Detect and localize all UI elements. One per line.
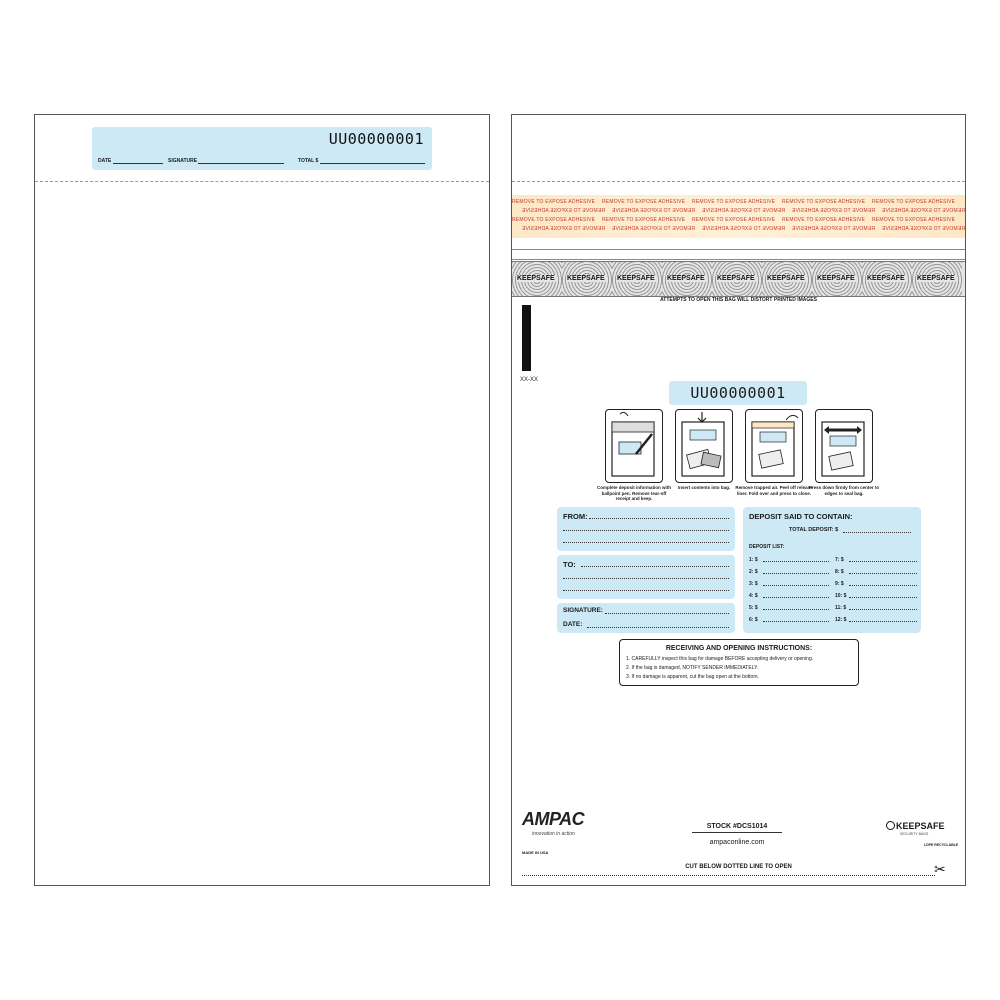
to-line-3[interactable] <box>563 589 729 591</box>
perforation-line <box>512 181 965 182</box>
signature-line[interactable] <box>605 612 729 614</box>
signature-label: SIGNATURE: <box>563 607 603 614</box>
adhesive-text: REMOVE TO EXPOSE ADHESIVE <box>872 199 956 205</box>
recycle-label: LDPE RECYCLABLE <box>924 843 959 847</box>
receipt-total-label: TOTAL $ <box>298 158 319 164</box>
adhesive-text: REMOVE TO EXPOSE ADHESIVE <box>521 208 605 214</box>
deposit-item-line[interactable] <box>849 620 917 622</box>
insert-contents-icon <box>676 410 732 482</box>
peel-liner-icon <box>746 410 802 482</box>
keepsafe-logo <box>886 821 945 831</box>
keepsafe-band-label: KEEPSAFE <box>567 275 605 282</box>
keepsafe-band-label: KEEPSAFE <box>717 275 755 282</box>
adhesive-text: REMOVE TO EXPOSE ADHESIVE <box>611 208 695 214</box>
step-1-illustration <box>605 409 663 483</box>
step-2-illustration <box>675 409 733 483</box>
keepsafe-band-label: KEEPSAFE <box>867 275 905 282</box>
ampac-logo: AMPAC <box>522 809 585 829</box>
to-label: TO: <box>563 560 576 569</box>
adhesive-release-liner <box>512 195 965 238</box>
step-1-caption: Complete deposit information with ballpoint pen. Remove tear-off receipt and keep. <box>597 485 671 501</box>
deposit-item-label: 12: $ <box>835 617 847 623</box>
adhesive-text: REMOVE TO EXPOSE ADHESIVE <box>611 226 695 232</box>
adhesive-text: REMOVE TO EXPOSE ADHESIVE <box>791 226 875 232</box>
scissors-icon: ✂ <box>934 861 946 877</box>
deposit-item-line[interactable] <box>849 572 917 574</box>
website: ampaconline.com <box>709 839 765 846</box>
deposit-item-label: 1: $ <box>749 557 758 563</box>
receipt-date-field <box>98 158 163 164</box>
barcode-bar <box>522 305 531 371</box>
press-seal-icon <box>816 410 872 482</box>
deposit-item-line[interactable] <box>763 620 829 622</box>
adhesive-text: REMOVE TO EXPOSE ADHESIVE <box>602 217 686 223</box>
ampac-tagline: innovation in action <box>532 831 575 837</box>
perforation-line <box>35 181 489 182</box>
from-label: FROM: <box>563 512 588 521</box>
deposit-item-line[interactable] <box>763 560 829 562</box>
total-deposit-label: TOTAL DEPOSIT: $ <box>789 527 839 533</box>
to-box <box>557 555 735 599</box>
deposit-item-label: 5: $ <box>749 605 758 611</box>
receiving-line-2: 2. If the bag is damaged, NOTIFY SENDER IMMEDIATELY. <box>626 665 759 671</box>
step-4-caption: Press down firmly from center to edges to seal bag. <box>808 485 880 496</box>
keepsafe-band-label: KEEPSAFE <box>667 275 705 282</box>
adhesive-text-row <box>512 217 965 225</box>
seal-band <box>512 249 965 260</box>
step-3-illustration <box>745 409 803 483</box>
deposit-item-label: 4: $ <box>749 593 758 599</box>
total-deposit-line[interactable] <box>843 531 911 533</box>
from-line-1[interactable] <box>589 517 729 519</box>
cut-instruction: CUT BELOW DOTTED LINE TO OPEN <box>685 864 792 870</box>
keepsafe-logo-text: KEEPSAFE <box>896 821 945 831</box>
deposit-item-label: 10: $ <box>835 593 847 599</box>
deposit-item-line[interactable] <box>763 596 829 598</box>
step-3-caption: Remove trapped air. Peel off release liner. Fold over and press to close. <box>735 485 813 496</box>
to-line-2[interactable] <box>563 577 729 579</box>
adhesive-text: REMOVE TO EXPOSE ADHESIVE <box>602 199 686 205</box>
deposit-item-label: 3: $ <box>749 581 758 587</box>
from-box <box>557 507 735 551</box>
receiving-line-3: 3. If no damage is apparent, cut the bag open at the bottom. <box>626 674 759 680</box>
receipt-signature-label: SIGNATURE <box>168 158 198 164</box>
to-line-1[interactable] <box>581 565 729 567</box>
keepsafe-band-label: KEEPSAFE <box>617 275 655 282</box>
receiving-line-1: 1. CAREFULLY inspect this bag for damage BEFORE accepting delivery or opening. <box>626 656 814 662</box>
receipt-date-label: DATE <box>98 158 112 164</box>
deposit-item-label: 11: $ <box>835 605 847 611</box>
date-line[interactable] <box>587 626 729 628</box>
keepsafe-circle-icon <box>886 821 895 830</box>
adhesive-text: REMOVE TO EXPOSE ADHESIVE <box>692 199 776 205</box>
receipt-signature-line <box>198 159 284 164</box>
receipt-total-line <box>320 159 425 164</box>
deposit-item-label: 8: $ <box>835 569 844 575</box>
receiving-title: RECEIVING AND OPENING INSTRUCTIONS: <box>665 645 813 652</box>
adhesive-text-row <box>512 208 965 216</box>
bag-back-panel <box>34 114 490 886</box>
tear-off-receipt <box>92 127 432 170</box>
made-in-label: MADE IN USA <box>522 850 549 855</box>
receipt-total-field <box>298 158 425 164</box>
deposit-item-label: 9: $ <box>835 581 844 587</box>
deposit-item-line[interactable] <box>763 572 829 574</box>
step-2-caption: Insert contents into bag. <box>677 485 731 490</box>
step-4-illustration <box>815 409 873 483</box>
stock-number: STOCK #DCS1014 <box>692 823 782 833</box>
adhesive-text: REMOVE TO EXPOSE ADHESIVE <box>692 217 776 223</box>
deposit-box <box>743 507 921 633</box>
adhesive-text: REMOVE TO EXPOSE ADHESIVE <box>881 208 965 214</box>
bag-serial-number: UU00000001 <box>669 381 807 405</box>
deposit-item-label: 2: $ <box>749 569 758 575</box>
deposit-item-line[interactable] <box>849 596 917 598</box>
deposit-item-line[interactable] <box>849 608 917 610</box>
bag-front-panel <box>511 114 966 886</box>
keepsafe-band-label: KEEPSAFE <box>767 275 805 282</box>
adhesive-text: REMOVE TO EXPOSE ADHESIVE <box>701 226 785 232</box>
deposit-item-label: 7: $ <box>835 557 844 563</box>
adhesive-text: REMOVE TO EXPOSE ADHESIVE <box>791 208 875 214</box>
tamper-warning: ATTEMPTS TO OPEN THIS BAG WILL DISTORT PRINTED IMAGES <box>660 297 817 303</box>
receiving-instructions <box>619 639 859 686</box>
adhesive-text: REMOVE TO EXPOSE ADHESIVE <box>512 199 596 205</box>
pen-writing-icon <box>606 410 662 482</box>
adhesive-text: REMOVE TO EXPOSE ADHESIVE <box>782 199 866 205</box>
keepsafe-subtitle: SECURITY BAGS <box>900 832 929 836</box>
adhesive-text-row <box>512 199 965 207</box>
adhesive-text: REMOVE TO EXPOSE ADHESIVE <box>782 217 866 223</box>
adhesive-text: REMOVE TO EXPOSE ADHESIVE <box>521 226 605 232</box>
deposit-item-line[interactable] <box>763 584 829 586</box>
deposit-item-label: 6: $ <box>749 617 758 623</box>
from-line-3[interactable] <box>563 541 729 543</box>
deposit-item-line[interactable] <box>849 584 917 586</box>
deposit-item-line[interactable] <box>849 560 917 562</box>
from-line-2[interactable] <box>563 529 729 531</box>
cut-dotted-line <box>522 875 935 876</box>
receipt-serial-number: UU00000001 <box>328 130 424 148</box>
adhesive-text: REMOVE TO EXPOSE ADHESIVE <box>701 208 785 214</box>
keepsafe-band-label: KEEPSAFE <box>917 275 955 282</box>
keepsafe-band-label: KEEPSAFE <box>817 275 855 282</box>
deposit-list-label: DEPOSIT LIST: <box>749 544 785 550</box>
adhesive-text: REMOVE TO EXPOSE ADHESIVE <box>872 217 956 223</box>
keepsafe-band-label: KEEPSAFE <box>517 275 555 282</box>
receipt-date-line <box>113 159 163 164</box>
deposit-item-line[interactable] <box>763 608 829 610</box>
code-label: XX-XX <box>520 377 539 383</box>
adhesive-text: REMOVE TO EXPOSE ADHESIVE <box>512 217 596 223</box>
receipt-signature-field <box>168 158 284 164</box>
receipt-fields <box>98 158 426 168</box>
signature-box <box>557 603 735 633</box>
deposit-title: DEPOSIT SAID TO CONTAIN: <box>749 512 853 521</box>
date-label: DATE: <box>563 621 583 628</box>
adhesive-text-row <box>512 226 965 234</box>
keepsafe-security-band <box>512 261 965 297</box>
adhesive-text: REMOVE TO EXPOSE ADHESIVE <box>881 226 965 232</box>
